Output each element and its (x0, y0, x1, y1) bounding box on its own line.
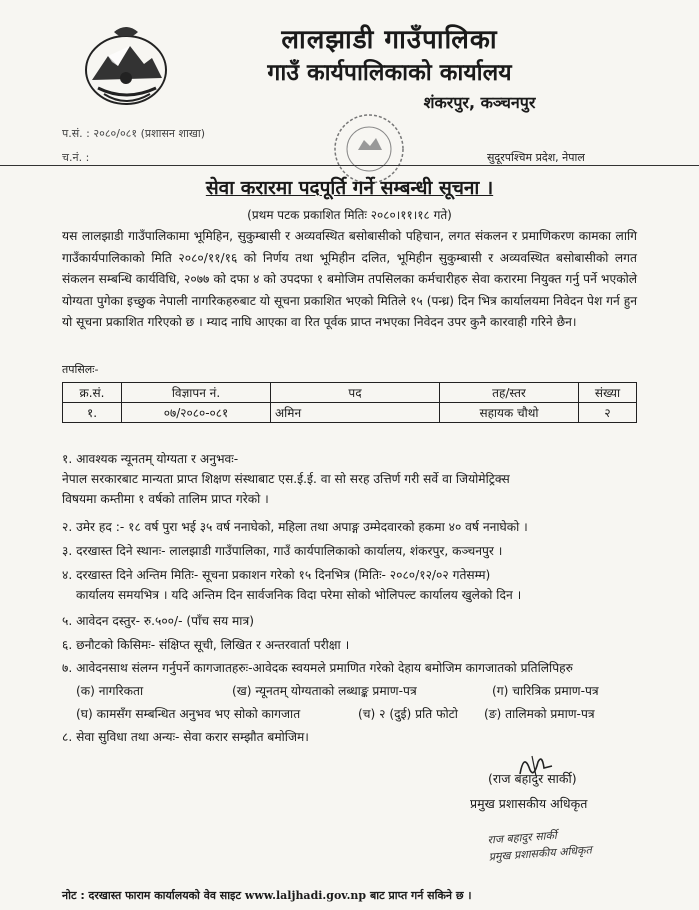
list-item: (ग) चारित्रिक प्रमाण-पत्र (492, 684, 599, 698)
note-suffix: बाट प्राप्त गर्न सकिने छ । (369, 889, 472, 902)
table-header: विज्ञापन नं. (122, 383, 271, 403)
vacancy-table (62, 382, 637, 423)
list-item: (च) २ (दुई) प्रति फोटो (358, 707, 458, 721)
list-item: २. उमेर हद :- १८ वर्ष पुरा भई ३५ वर्ष ननाघेको, महिला तथा अपाङ्ग उम्मेदवारको हकमा ४० वर्ष ननाघेको । (62, 520, 528, 534)
notice-title: सेवा करारमा पदपूर्ति गर्ने सम्बन्धी सूचना । (205, 177, 494, 199)
list-item: ७. आवेदनसाथ संलग्न गर्नुपर्ने कागजातहरुः-आवेदक स्वयमले प्रमाणित गरेको देहाय बमोजिम कागजातको प्रतिलिपिहरु (62, 661, 573, 675)
stamp-name: राज बहादुर सार्की (487, 828, 558, 847)
name-stamp (487, 824, 592, 865)
list-item: ५. आवेदन दस्तुर- रु.५००/- (पाँच सय मात्र) (62, 614, 254, 628)
list-item: विषयमा कम्तीमा १ वर्षको तालिम प्राप्त गरेको । (62, 492, 269, 506)
table-cell: अमिन (271, 403, 440, 423)
list-item: नेपाल सरकारबाट मान्यता प्राप्त शिक्षण संस्थाबाट एस.ई.ई. वा सो सरह उत्तिर्ण गरी सर्वे वा जियोमेट्रिक्स (62, 472, 510, 486)
list-item: (ख) न्यूनतम् योग्यताको लब्धाङ्क प्रमाण-पत्र (232, 684, 417, 698)
table-row (63, 403, 637, 423)
office-address: शंकरपुर, कञ्चनपुर (423, 93, 536, 112)
table-cell: सहायक चौथो (440, 403, 579, 423)
list-item: ८. सेवा सुविधा तथा अन्यः- सेवा करार सम्झौत बमोजिम। (62, 730, 309, 744)
table-cell: २ (579, 403, 637, 423)
list-item: (क) नागरिकता (76, 684, 144, 698)
stamp-post: प्रमुख प्रशासकीय अधिकृत (488, 843, 593, 864)
table-header-row (63, 383, 637, 403)
list-item: ४. दरखास्त दिने अन्तिम मितिः- सूचना प्रकाशन गरेको १५ दिनभित्र (मितिः- २०८०/१२/०२ गतेसम्म) (62, 568, 491, 582)
reference-number: प.सं. : २०८०/०८१ (प्रशासन शाखा) (62, 127, 206, 140)
note-prefix: नोट : दरखास्त फाराम कार्यालयको वेव साइट (62, 889, 241, 902)
header-divider (0, 165, 699, 166)
notice-body: यस लालझाडी गाउँपालिकामा भूमिहिन, सुकुम्बासी र अव्यवस्थित बसोबासीको पहिचान, लगत संकलन र प्रमाणिकरण कामका लागि गाउँकार्यपालिकाको मिति २०८०/११/१६ को निर्णय तथा भूमिहीन दलित, भूमिहीन सुकुम्बासी र अव्यवस्थित बसोबासीको लगत संकलन सम्बन्धि कार्यविधि, २०७७ को दफा ४ को उपदफा १ बमोजिम तपसिलका कर्मचारीहरु सेवा करारमा नियुक्त गर्नु पर्ने भएकोले योग्यता पुगेका इच्छुक नेपाली नागरिकहरुबाट यो सूचना प्रकाशित भएको मितिले १५ (पन्ध्र) दिन भित्र कार्यालयमा निवेदन पेश गर्न हुन यो सूचना प्रकाशित गरिएको छ । म्याद नाघि आएका वा रित पूर्वक प्राप्त नभएका निवेदन उपर कुनै कारवाही गरिने छैन। (62, 229, 637, 329)
list-item: (ङ) तालिमको प्रमाण-पत्र (484, 707, 595, 721)
details-label: तपसिलः- (62, 363, 99, 376)
table-header: क्र.सं. (63, 383, 122, 403)
list-item: ६. छनौटको किसिमः- संक्षिप्त सूची, लिखित र अन्तरवार्ता परीक्षा । (62, 638, 350, 652)
table-header: तह/स्तर (440, 383, 579, 403)
table-cell: ०७/२०८०-०८१ (122, 403, 271, 423)
signatory-name: (राज बहादुर सार्की) (488, 771, 577, 786)
list-item: (घ) कामसँग सम्बन्धित अनुभव भए सोको कागजात (76, 707, 301, 721)
municipality-name: लालझाडी गाउँपालिका (281, 25, 498, 55)
list-item: कार्यालय समयभित्र । यदि अन्तिम दिन सार्वजनिक विदा परेमा सोको भोलिपल्ट कार्यालय खुलेको दिन । (76, 588, 522, 602)
signatory-post: प्रमुख प्रशासकीय अधिकृत (470, 796, 588, 811)
website-link[interactable]: www.laljhadi.gov.np (244, 889, 367, 902)
footer-note (62, 888, 472, 903)
table-header: संख्या (579, 383, 637, 403)
table-cell: १. (63, 403, 122, 423)
list-item: १. आवश्यक न्यूनतम् योग्यता र अनुभवः- (62, 452, 239, 466)
dispatch-number: च.नं. : (62, 151, 90, 164)
province-label: सुदूरपश्चिम प्रदेश, नेपाल (487, 151, 585, 164)
table-header: पद (271, 383, 440, 403)
office-name: गाउँ कार्यपालिकाको कार्यालय (267, 60, 512, 86)
publication-date: (प्रथम पटक प्रकाशित मितिः २०८०।११।१८ गते) (247, 208, 452, 222)
list-item: ३. दरखास्त दिने स्थानः- लालझाडी गाउँपालिका, गाउँ कार्यपालिकाको कार्यालय, शंकरपुर, कञ्चनपुर । (62, 544, 503, 558)
